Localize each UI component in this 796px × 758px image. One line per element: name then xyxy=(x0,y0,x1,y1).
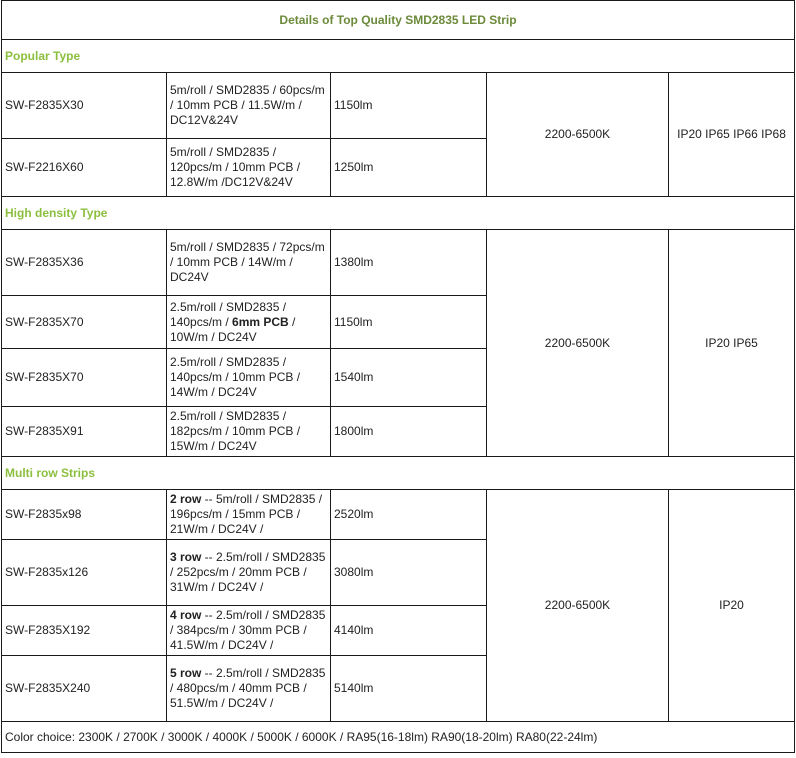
description-cell: 5m/roll / SMD2835 / 72pcs/m / 10mm PCB / 14W/m / DC24V xyxy=(167,230,331,296)
description-text: -- 2.5m/roll / SMD2835 / 384pcs/m / 30mm PCB / 41.5W/m / DC24V / xyxy=(170,608,326,652)
lumen-cell: 1540lm xyxy=(331,349,487,407)
cct-cell: 2200-6500K xyxy=(487,490,669,722)
table-row xyxy=(2,230,795,296)
table-row xyxy=(2,73,795,139)
description-text: -- 2.5m/roll / SMD2835 / 252pcs/m / 20mm PCB / 31W/m / DC24V / xyxy=(170,550,326,594)
color-choice-note: Color choice: 2300K / 2700K / 3000K / 4000K / 5000K / 6000K / RA95(16-18lm) RA90(18-20lm) RA80(22-24lm) xyxy=(2,722,795,753)
description-cell: 2.5m/roll / SMD2835 / 140pcs/m / 10mm PCB / 14W/m / DC24V xyxy=(167,349,331,407)
ip-rating-cell: IP20 IP65 xyxy=(669,230,795,457)
model-cell: SW-F2835X70 xyxy=(2,296,167,349)
lumen-cell: 1150lm xyxy=(331,296,487,349)
description-bold-text: 6mm PCB xyxy=(232,314,289,329)
description-text: -- 2.5m/roll / SMD2835 / 480pcs/m / 40mm PCB / 51.5W/m / DC24V / xyxy=(170,666,326,710)
ip-rating-cell: IP20 xyxy=(669,490,795,722)
description-cell xyxy=(167,656,331,722)
model-cell: SW-F2835x98 xyxy=(2,490,167,540)
lumen-cell: 1800lm xyxy=(331,407,487,457)
section-header-row xyxy=(2,457,795,490)
table-row xyxy=(2,490,795,540)
row-count-label: 5 row xyxy=(170,666,202,680)
model-cell: SW-F2216X60 xyxy=(2,139,167,197)
model-cell: SW-F2835X240 xyxy=(2,656,167,722)
description-cell xyxy=(167,296,331,349)
cct-cell: 2200-6500K xyxy=(487,230,669,457)
table-title: Details of Top Quality SMD2835 LED Strip xyxy=(2,1,795,40)
lumen-cell: 1150lm xyxy=(331,73,487,139)
row-count-label: 2 row xyxy=(170,492,202,506)
model-cell: SW-F2835X70 xyxy=(2,349,167,407)
section-title-multi-row: Multi row Strips xyxy=(2,457,795,490)
lumen-cell: 1250lm xyxy=(331,139,487,197)
lumen-cell: 4140lm xyxy=(331,606,487,656)
model-cell: SW-F2835X30 xyxy=(2,73,167,139)
description-cell xyxy=(167,606,331,656)
lumen-cell: 1380lm xyxy=(331,230,487,296)
row-count-label: 3 row xyxy=(170,550,202,564)
ip-rating-cell: IP20 IP65 IP66 IP68 xyxy=(669,73,795,197)
model-cell: SW-F2835X192 xyxy=(2,606,167,656)
description-cell: 5m/roll / SMD2835 / 120pcs/m / 10mm PCB / 12.8W/m /DC12V&24V xyxy=(167,139,331,197)
lumen-cell: 2520lm xyxy=(331,490,487,540)
section-title-popular: Popular Type xyxy=(2,40,795,73)
description-cell xyxy=(167,540,331,606)
description-cell: 2.5m/roll / SMD2835 / 182pcs/m / 10mm PCB / 15W/m / DC24V xyxy=(167,407,331,457)
lumen-cell: 5140lm xyxy=(331,656,487,722)
section-header-row xyxy=(2,197,795,230)
description-text: -- 5m/roll / SMD2835 / 196pcs/m / 15mm PCB / 21W/m / DC24V / xyxy=(170,492,323,536)
model-cell: SW-F2835X91 xyxy=(2,407,167,457)
description-cell: 5m/roll / SMD2835 / 60pcs/m / 10mm PCB / 11.5W/m / DC12V&24V xyxy=(167,73,331,139)
description-text: 2.5m/roll / SMD2835 / 140pcs/m / xyxy=(170,299,287,329)
title-row xyxy=(2,1,795,40)
description-text: / 10W/m / DC24V xyxy=(170,314,296,344)
row-count-label: 4 row xyxy=(170,608,202,622)
model-cell: SW-F2835x126 xyxy=(2,540,167,606)
section-title-high-density: High density Type xyxy=(2,197,795,230)
model-cell: SW-F2835X36 xyxy=(2,230,167,296)
footer-row xyxy=(2,722,795,753)
spec-table xyxy=(1,0,795,753)
lumen-cell: 3080lm xyxy=(331,540,487,606)
cct-cell: 2200-6500K xyxy=(487,73,669,197)
section-header-row xyxy=(2,40,795,73)
description-cell xyxy=(167,490,331,540)
